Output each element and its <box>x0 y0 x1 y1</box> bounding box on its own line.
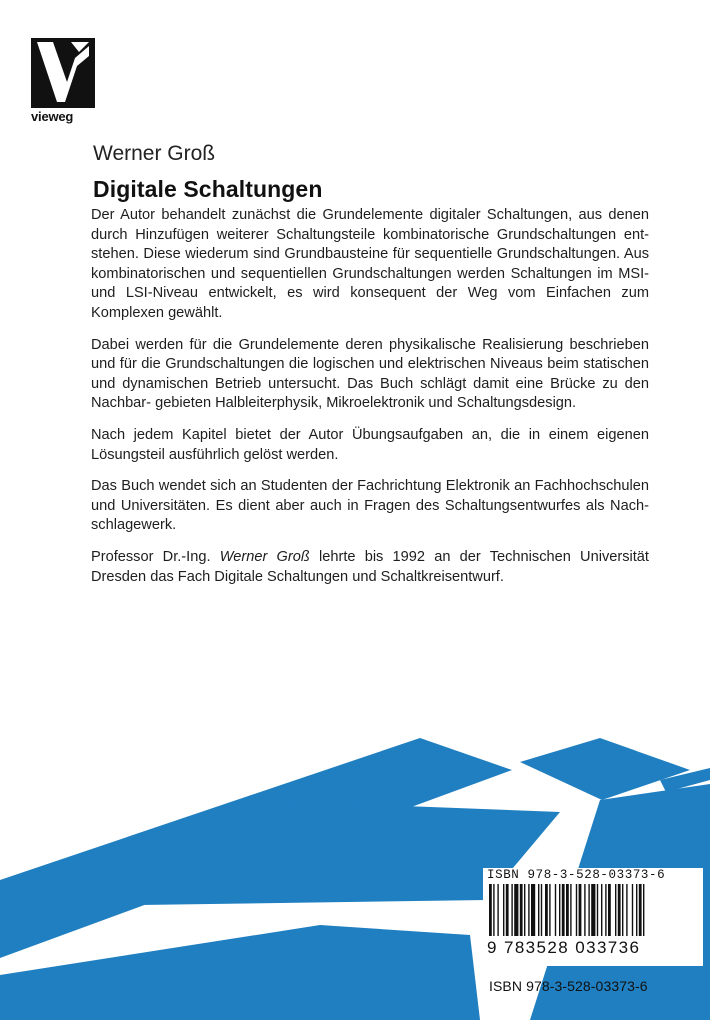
barcode-bar <box>608 884 611 936</box>
barcode-bar <box>588 884 589 936</box>
barcode-bar <box>538 884 539 936</box>
barcode-bars <box>487 884 699 940</box>
barcode-bar <box>639 884 642 936</box>
barcode-bar <box>615 884 616 936</box>
barcode-bar <box>601 884 602 936</box>
barcode-bar <box>618 884 621 936</box>
isbn-label-bottom: ISBN 978-3-528-03373-6 <box>489 978 648 994</box>
barcode-bar <box>562 884 565 936</box>
author-bio <box>91 548 649 587</box>
barcode-bar <box>524 884 525 936</box>
bio-author-name: Werner Groß <box>219 548 310 565</box>
barcode-bar <box>576 884 577 936</box>
barcode-bar <box>559 884 560 936</box>
barcode-bar <box>520 884 523 936</box>
barcode-bar <box>511 884 512 936</box>
blurb-paragraph: Dabei werden für die Grundelemente deren physikalische Realisierung beschrieben und für die Grundschaltungen die logischen und elektrischen Niveaus beim statischen und dynamischen Betrieb untersucht. Das Buch schlägt damit eine Brücke zu den Nachbar- gebieten Halbleiterphysik, Mikroelektronik und Schaltungsdesign. <box>91 336 649 412</box>
barcode-bar <box>591 884 595 936</box>
barcode-bar <box>514 884 518 936</box>
barcode-bar <box>597 884 598 936</box>
barcode <box>483 868 703 966</box>
barcode-bar <box>643 884 644 936</box>
barcode-bar <box>541 884 542 936</box>
barcode-bar <box>622 884 623 936</box>
barcode-bar <box>555 884 556 936</box>
barcode-bar <box>506 884 509 936</box>
bio-prefix: Professor Dr.-Ing. <box>91 548 211 565</box>
barcode-bar <box>528 884 529 936</box>
bio-text: lehrte bis 1992 an der Technischen Universität Dresden das Fach Digitale Schaltungen und Schaltkreisentwurf. <box>91 548 649 585</box>
barcode-bar <box>626 884 627 936</box>
barcode-bar <box>545 884 548 936</box>
barcode-bar <box>549 884 550 936</box>
barcode-bar <box>605 884 606 936</box>
book-title: Digitale Schaltungen <box>93 176 323 202</box>
barcode-bar <box>493 884 494 936</box>
barcode-digits: 9 783528 033736 <box>487 938 641 957</box>
barcode-bar <box>570 884 571 936</box>
publisher-name: vieweg <box>31 109 74 124</box>
blurb-paragraph: Das Buch wendet sich an Studenten der Fachrichtung Elektronik an Fachhochschulen und Universitäten. Es dient aber auch in Fragen des Schaltungsentwurfes als Nach- schlagewerk. <box>91 478 649 534</box>
publisher-logo <box>31 38 95 122</box>
blurb-paragraph: Nach jedem Kapitel bietet der Autor Übungsaufgaben an, die in einem eigenen Lösungsteil ausführlich gelöst werden. <box>91 426 649 463</box>
blurb-paragraph: Der Autor behandelt zunächst die Grundelemente digitaler Schaltungen, aus denen durch Hinzufügen weiterer Schaltungsteile kombinatorische Grundschaltungen ent- stehen. Diese wiederum sind Grundbausteine für sequentielle Grundschaltungen. Aus kombinatorischen und sequentiellen Grundschaltungen werden Schaltungen im MSI- und LSI-Niveau entwickelt, es wird konsequent der Weg vom Einfachen zum Komplexen gewählt. <box>91 207 649 321</box>
barcode-bar <box>584 884 585 936</box>
barcode-bar <box>632 884 633 936</box>
barcode-bar <box>489 884 492 936</box>
barcode-bar <box>497 884 498 936</box>
isbn-label-top: ISBN 978-3-528-03373-6 <box>487 868 666 882</box>
author-name: Werner Groß <box>93 142 216 165</box>
barcode-bar <box>531 884 535 936</box>
barcode-bar <box>579 884 582 936</box>
blurb-text <box>91 206 649 599</box>
vieweg-logo-icon <box>31 38 95 108</box>
barcode-bar <box>503 884 504 936</box>
barcode-bar <box>566 884 569 936</box>
barcode-bar <box>636 884 637 936</box>
